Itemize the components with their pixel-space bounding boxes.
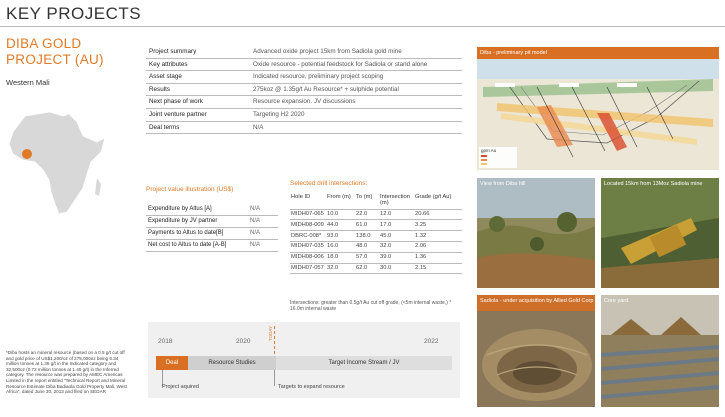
row-key: Asset stage — [149, 73, 182, 81]
table-cell: 16.0 — [327, 243, 339, 250]
table-cell: 1.36 — [415, 254, 427, 261]
row-key: Project summary — [149, 48, 197, 55]
core-yard-image — [601, 295, 719, 407]
row-key: Results — [149, 85, 170, 93]
today-marker-label: TODAY — [268, 326, 273, 342]
table-cell: MIDH08-006 — [291, 254, 324, 261]
table-row — [290, 210, 462, 221]
legend-title: gpm Au — [481, 148, 497, 153]
timeline-bar-income-stream: Target Income Stream / JV — [276, 356, 452, 370]
table-cell: 12.0 — [380, 211, 392, 218]
table-row — [290, 253, 462, 264]
table-cell: 39.0 — [380, 254, 392, 261]
table-row — [290, 242, 462, 253]
sadiola-located-photo — [601, 178, 719, 288]
core-yard-photo — [601, 295, 719, 407]
row-key: Key attributes — [149, 60, 188, 68]
row-value: Indicated resource, preliminary project scoping — [253, 73, 384, 81]
hill-photo-image — [477, 178, 595, 288]
table-cell: 18.0 — [327, 254, 339, 261]
table-row — [146, 71, 462, 84]
table-cell: 138.0 — [356, 232, 371, 239]
project-name: DIBA GOLD PROJECT (AU) — [6, 36, 104, 67]
resource-footnote: *Diba hosts an mineral resource (based on a 0.5 g/t cut off and gold price of US$1,200/oz of 275,000oz being 6.34 million tonnes at 1.35 g/t in the Indicated category and 32,500oz (0.72 million tonnes at 1.40 g/t) in the Inferred category. The resource was prepared by AMEC Americas Limited in the report entitled "Technical Report and Mineral Resource Estimate Diba Badiaola Gold Property Mali, West Africa", dated June 30, 2013 and filed on SEDAR — [6, 350, 127, 395]
table-cell: 30.0 — [380, 265, 392, 272]
row-value: N/A — [250, 230, 261, 236]
sadiola-caption: Sadiola - under acquisition by Allied Gold Corp — [480, 298, 594, 304]
timeline-year: 2022 — [424, 338, 439, 345]
timeline-tick — [274, 370, 275, 386]
pit-model-figure — [477, 47, 719, 170]
table-row — [146, 59, 462, 72]
pit-model-diagram — [477, 47, 719, 170]
table-cell: 32.0 — [380, 243, 392, 250]
column-header: Grade (g/t Au) — [415, 193, 452, 200]
row-key: Next phase of work — [149, 98, 203, 106]
row-value: N/A — [250, 206, 261, 212]
drill-footnote: Intersections: greater than 0.5g/t Au cut off grade, (<5m internal waste,) * 16.0m internal waste — [290, 300, 452, 312]
table-cell: MIDH07-057 — [291, 265, 324, 272]
table-row — [146, 122, 462, 135]
table-cell: 1.32 — [415, 232, 427, 239]
table-cell: 62.0 — [356, 265, 368, 272]
row-value: Oxide resource - potential feedstock for Sadiola or stand alone — [253, 60, 428, 68]
timeline-label: Project aquired — [162, 384, 199, 390]
row-value: Targeting H2 2020 — [253, 110, 305, 118]
drill-intersections-table — [290, 192, 462, 274]
table-row — [290, 264, 462, 275]
table-row — [146, 204, 278, 216]
table-cell: 2.15 — [415, 265, 427, 272]
table-row — [146, 240, 278, 252]
table-cell: MIDH07-035 — [291, 243, 324, 250]
column-header: From (m) — [327, 193, 351, 200]
diba-hill-photo — [477, 178, 595, 288]
timeline-bar-deal: Deal — [156, 356, 188, 370]
table-row — [146, 46, 462, 59]
table-cell: 44.0 — [327, 221, 339, 228]
hill-caption: View from Diba hill — [480, 181, 526, 187]
row-value: N/A — [250, 242, 261, 248]
row-key: Payments to Altus to date[B] — [148, 230, 224, 236]
table-header-row — [290, 192, 462, 210]
core-yard-caption: Core yard — [604, 298, 629, 304]
table-row — [290, 231, 462, 242]
africa-map-icon — [5, 108, 115, 220]
row-value: N/A — [253, 123, 264, 131]
row-key: Deal terms — [149, 123, 180, 131]
value-illustration-table — [146, 204, 278, 252]
table-row — [146, 228, 278, 240]
table-cell: 61.0 — [356, 221, 368, 228]
row-key: Net cost to Altus to date [A-B] — [148, 242, 227, 248]
located-caption: Located 15km from 13Moz Sadiola mine — [604, 181, 703, 187]
table-cell: 45.0 — [380, 232, 392, 239]
row-key: Expenditure by JV partner — [148, 218, 218, 224]
project-summary-table — [146, 46, 462, 134]
drill-photo-image — [601, 178, 719, 288]
table-cell: 57.0 — [356, 254, 368, 261]
table-cell: 3.25 — [415, 221, 427, 228]
table-cell: 10.0 — [327, 211, 339, 218]
row-value: 275koz @ 1.35g/t Au Resource* + sulphide potential — [253, 85, 399, 93]
table-row — [146, 84, 462, 97]
pit-model-caption: Diba - preliminary pit model — [480, 50, 547, 56]
column-header: Hole ID — [291, 193, 311, 200]
table-cell: 2.06 — [415, 243, 427, 250]
table-row — [146, 216, 278, 228]
table-cell: 17.0 — [380, 221, 392, 228]
timeline-year: 2018 — [158, 338, 173, 345]
project-timeline — [148, 322, 460, 398]
table-cell: 20.66 — [415, 211, 430, 218]
region-label: Western Mali — [6, 78, 50, 87]
table-cell: 32.0 — [327, 265, 339, 272]
mine-photo-image — [477, 295, 595, 407]
column-header: Intersection (m) — [380, 193, 410, 207]
value-illustration-title: Project value illustration (US$) — [146, 186, 234, 193]
table-row — [146, 96, 462, 109]
table-cell: 22.0 — [356, 211, 368, 218]
table-cell: DBRC-008* — [291, 232, 322, 239]
table-cell: 48.0 — [356, 243, 368, 250]
table-cell: MIDH07-065 — [291, 211, 324, 218]
table-row — [146, 109, 462, 122]
page-title: KEY PROJECTS — [6, 4, 142, 23]
drill-intersections-title: Selected drill intersections: — [290, 180, 368, 187]
row-key: Joint venture partner — [149, 110, 207, 118]
timeline-year: 2020 — [236, 338, 251, 345]
timeline-bar-resource-studies: Resource Studies — [188, 356, 276, 370]
africa-map — [5, 108, 115, 220]
row-value: Resource expansion. JV discussions — [253, 98, 356, 106]
timeline-label: Targets to expand resource — [278, 384, 345, 390]
title-divider — [0, 26, 725, 27]
row-value: N/A — [250, 218, 261, 224]
header-bar — [0, 0, 725, 24]
table-cell: MIDH08-009 — [291, 221, 324, 228]
table-cell: 93.0 — [327, 232, 339, 239]
column-header: To (m) — [356, 193, 373, 200]
table-row — [290, 220, 462, 231]
row-value: Advanced oxide project 15km from Sadiola gold mine — [253, 48, 402, 55]
row-key: Expenditure by Altus [A] — [148, 206, 212, 212]
sadiola-mine-photo — [477, 295, 595, 407]
